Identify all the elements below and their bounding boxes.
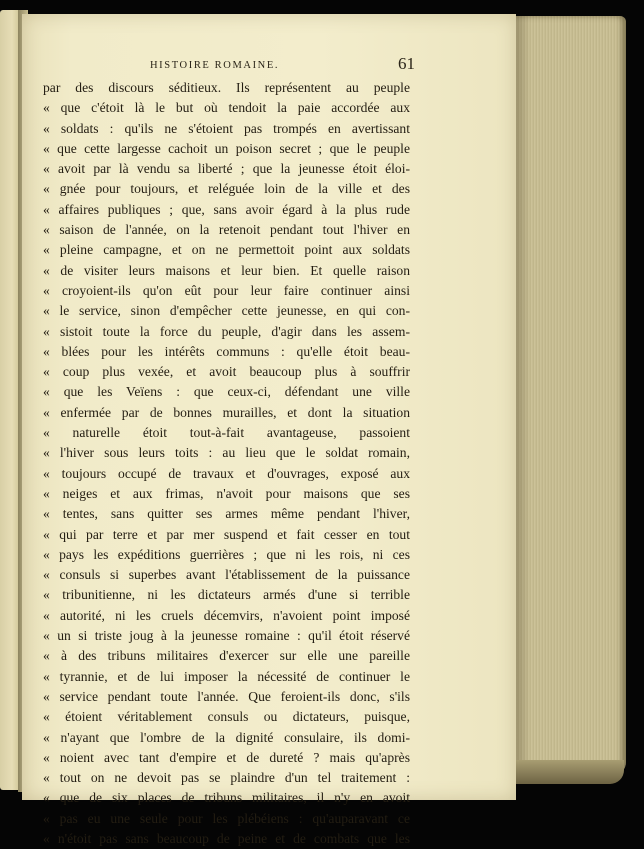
text-line: « un si triste joug à la jeunesse romaine : qu'il étoit réservé bbox=[43, 628, 410, 644]
text-line: « enfermée par de bonnes murailles, et dont la situation bbox=[43, 404, 410, 420]
text-line: « tout on ne devoit pas se plaindre d'un tel traitement : bbox=[43, 770, 410, 786]
previous-page-edge bbox=[0, 10, 20, 790]
running-head: HISTOIRE ROMAINE. bbox=[150, 60, 280, 71]
text-line: « pays les expéditions guerrières ; que ni les rois, ni ces bbox=[43, 546, 410, 562]
text-line: « gnée pour toujours, et reléguée loin de la ville et des bbox=[43, 181, 410, 197]
text-line: « pleine campagne, et on ne permettoit point aux soldats bbox=[43, 242, 410, 258]
text-line: « tentes, sans quitter ses armes même pendant l'hiver, bbox=[43, 506, 410, 522]
text-line: « saison de l'année, on la retenoit pendant tout l'hiver en bbox=[43, 222, 410, 238]
text-line: « toujours occupé de travaux et d'ouvrages, exposé aux bbox=[43, 465, 410, 481]
text-line: « que c'étoit là le but où tendoit la paie accordée aux bbox=[43, 100, 410, 116]
text-line: « avoit par là vendu sa liberté ; que la jeunesse étoit éloi- bbox=[43, 161, 410, 177]
text-line: « consuls si superbes avant l'établissement de la puissance bbox=[43, 567, 410, 583]
text-line: « n'ayant que l'ombre de la dignité consulaire, ils domi- bbox=[43, 729, 410, 745]
text-line: « le service, sinon d'empêcher cette jeunesse, en qui con- bbox=[43, 303, 410, 319]
text-line: « croyoient-ils qu'on eût pour leur faire continuer ainsi bbox=[43, 282, 410, 298]
text-line: « que cette largesse cachoit un poison secret ; que le peuple bbox=[43, 140, 410, 156]
text-line: « qui par terre et par mer suspend et fait cesser en tout bbox=[43, 526, 410, 542]
text-line: « que les Veïens : que ceux-ci, défendant une ville bbox=[43, 384, 410, 400]
text-line: « de visiter leurs maisons et leur bien. Et quelle raison bbox=[43, 262, 410, 278]
text-line: « naturelle étoit tout-à-fait avantageuse, passoient bbox=[43, 425, 410, 441]
text-line: « étoient véritablement consuls ou dictateurs, puisque, bbox=[43, 709, 410, 725]
text-line: « neiges et aux frimas, n'avoit pour maisons que ses bbox=[43, 485, 410, 501]
text-line: « sistoit toute la force du peuple, d'agir dans les assem- bbox=[43, 323, 410, 339]
text-line: « tribunitienne, ni les dictateurs armés d'une si terrible bbox=[43, 587, 410, 603]
text-line: « à des tribuns militaires d'exercer sur elle une pareille bbox=[43, 648, 410, 664]
text-line: « l'hiver sous leurs toits : au lieu que le soldat romain, bbox=[43, 445, 410, 461]
text-line: « pas eu une seule pour les plébéiens : qu'auparavant ce bbox=[43, 810, 410, 826]
text-line: « coup plus vexée, et avoit beaucoup plus à souffrir bbox=[43, 364, 410, 380]
text-line: « n'étoit pas sans beaucoup de peine et de combats que les bbox=[43, 830, 410, 846]
text-line: « autorité, ni les cruels décemvirs, n'avoient point imposé bbox=[43, 607, 410, 623]
text-line: « blées pour les intérêts communs : qu'elle étoit beau- bbox=[43, 343, 410, 359]
text-line: « service pendant toute l'année. Que feroient-ils donc, s'ils bbox=[43, 688, 410, 704]
text-line: par des discours séditieux. Ils représentent au peuple bbox=[43, 80, 410, 95]
text-line: « noient avec tant d'empire et de dureté ? mais qu'après bbox=[43, 749, 410, 765]
page-block-bottom bbox=[512, 760, 624, 784]
text-line: « affaires publiques ; que, sans avoir égard à la plus rude bbox=[43, 201, 410, 217]
body-text bbox=[43, 78, 410, 849]
text-line: « tyrannie, et de lui imposer la nécessité de continuer le bbox=[43, 668, 410, 684]
text-line: « que de six places de tribuns militaires, il n'y en avoit bbox=[43, 790, 410, 806]
text-line: « soldats : qu'ils ne s'étoient pas trompés en avertissant bbox=[43, 120, 410, 136]
page-number: 61 bbox=[398, 54, 415, 73]
